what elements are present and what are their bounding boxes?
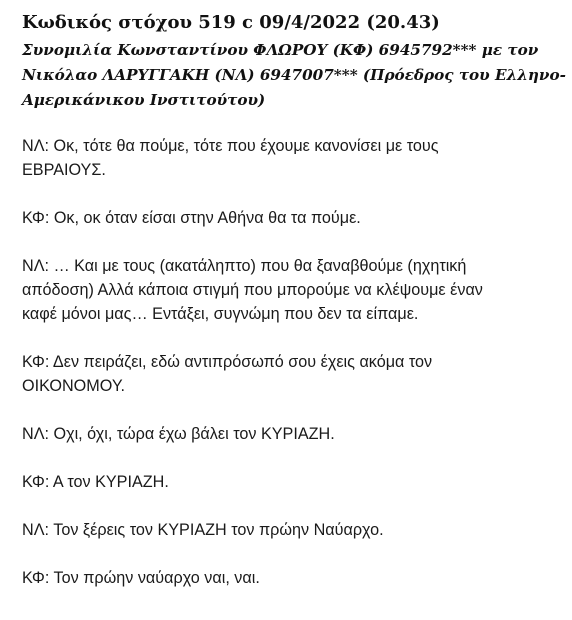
dialogue-line: ΚΦ: Α τον ΚΥΡΙΑΖΗ.: [22, 473, 169, 491]
dialogue-line: ΝΛ: Οκ, τότε θα πούμε, τότε που έχουμε κανονίσει με τους: [22, 137, 439, 155]
dialogue-paragraph: [22, 254, 562, 326]
dialogue-paragraph: [22, 350, 562, 398]
dialogue-paragraph: [22, 518, 562, 542]
dialogue-line: ΟΙΚΟΝΟΜΟΥ.: [22, 377, 126, 395]
dialogue-line: ΚΦ: Δεν πειράζει, εδώ αντιπρόσωπό σου έχεις ακόμα τον: [22, 353, 433, 371]
article-body: [22, 11, 566, 590]
dialogue-paragraph: [22, 134, 562, 182]
target-code-heading: Κωδικός στόχου 519 c 09/4/2022 (20.43): [22, 12, 440, 33]
dialogue-line: καφέ μόνοι μας… Εντάξει, συγνώμη που δεν τα είπαμε.: [22, 305, 419, 323]
dialogue-line: ΝΛ: Τον ξέρεις τον ΚΥΡΙΑΖΗ τον πρώην Ναύαρχο.: [22, 521, 384, 539]
dialogue-line: ΚΦ: Τον πρώην ναύαρχο ναι, ναι.: [22, 569, 260, 587]
dialogue-paragraph: [22, 470, 562, 494]
dialogue-paragraph: [22, 206, 562, 230]
dialogue-paragraph: [22, 422, 562, 446]
dialogue-line: ΝΛ: … Και με τους (ακατάληπτο) που θα ξαναβθούμε (ηχητική: [22, 257, 467, 275]
subheading-line: Αμερικάνικου Ινστιτούτου): [22, 91, 266, 109]
dialogue-line: ΕΒΡΑΙΟΥΣ.: [22, 161, 106, 179]
conversation-subheading: [22, 38, 566, 113]
subheading-line: Νικόλαο ΛΑΡΥΓΓΑΚΗ (ΝΛ) 6947007*** (Πρόεδρος του Ελληνο-: [22, 66, 566, 84]
dialogue-line: ΚΦ: Οκ, οκ όταν είσαι στην Αθήνα θα τα πούμε.: [22, 209, 361, 227]
dialogue-paragraph: [22, 566, 562, 590]
dialogue-line: απόδοση) Αλλά κάποια στιγμή που μπορούμε να κλέψουμε έναν: [22, 281, 483, 299]
subheading-line: Συνομιλία Κωνσταντίνου ΦΛΩΡΟΥ (ΚΦ) 6945792*** με τον: [22, 41, 539, 59]
dialogue-line: ΝΛ: Οχι, όχι, τώρα έχω βάλει τον ΚΥΡΙΑΖΗ.: [22, 425, 335, 443]
